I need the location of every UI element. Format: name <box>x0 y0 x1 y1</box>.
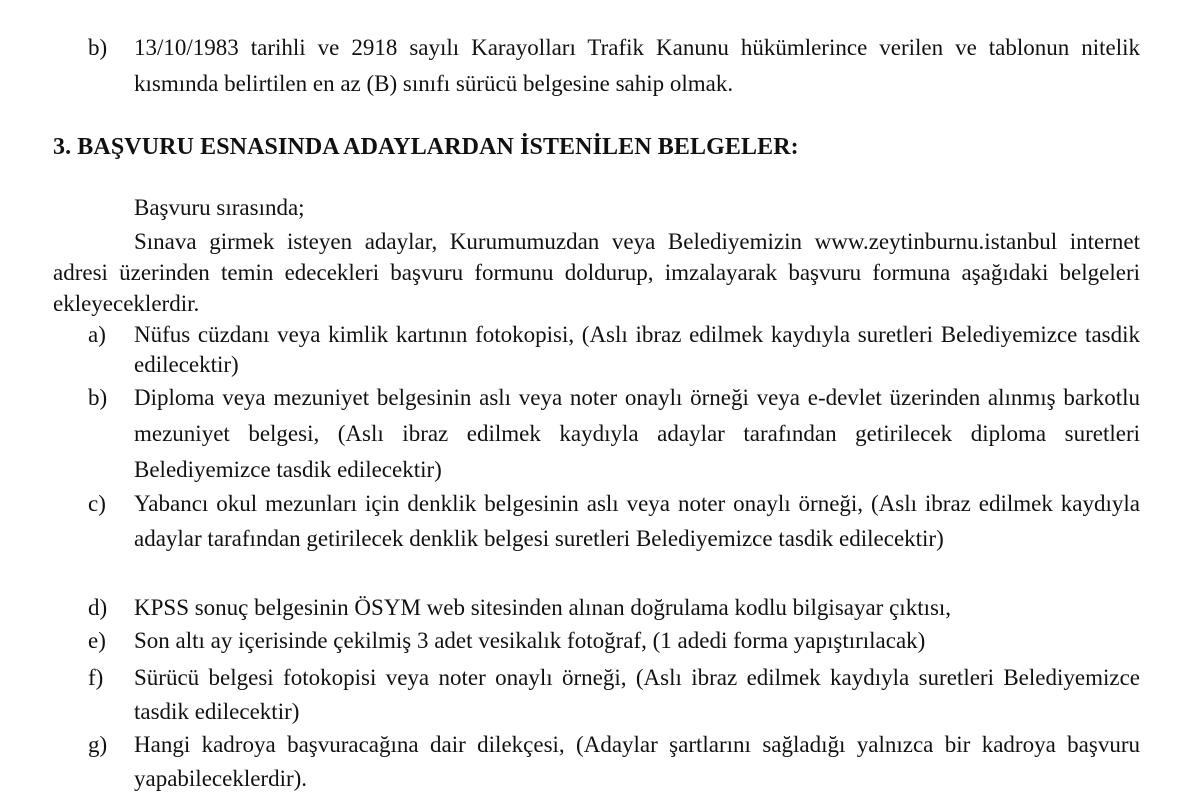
list-item-text: Hangi kadroya başvuracağına dair dilekçesi, (Adaylar şartlarını sağladığı yalnızca bir kadroya başvuru yapabileceklerdir). <box>134 732 1140 791</box>
body-paragraph: Sınava girmek isteyen adaylar, Kurumumuzdan veya Belediyemizin www.zeytinburnu.istanbul internet adresi üzerinden temin edecekleri başvuru formunu doldurup, imzalayarak başvuru formuna aşağıdaki belgeleri ekleyeceklerdir. <box>53 229 1140 316</box>
list-marker: c) <box>88 491 106 516</box>
list-item-f <box>88 661 1140 729</box>
list-item-text: Nüfus cüzdanı veya kimlik kartının fotokopisi, (Aslı ibraz edilmek kaydıyla suretleri Belediyemizce tasdik edilecektir) <box>134 322 1140 377</box>
list-item-text: Sürücü belgesi fotokopisi veya noter onaylı örneği, (Aslı ibraz edilmek kaydıyla suretleri Belediyemizce tasdik edilecektir) <box>134 665 1140 724</box>
list-item-text: Son altı ay içerisinde çekilmiş 3 adet vesikalık fotoğraf, (1 adedi forma yapıştırılacak) <box>134 628 926 653</box>
list-item-text: Yabancı okul mezunları için denklik belgesinin aslı veya noter onaylı örneği, (Aslı ibraz edilmek kaydıyla adaylar tarafından getirilecek denklik belgesi suretleri Belediyemizce tasdik edilecektir) <box>134 491 1140 551</box>
list-item-text: Diploma veya mezuniyet belgesinin aslı veya noter onaylı örneği veya e-devlet üzerinden alınmış barkotlu mezuniyet belgesi, (Aslı ibraz edilmek kaydıyla adaylar tarafından getirilecek diploma suretleri Belediyemizce tasdik edilecektir) <box>134 385 1140 482</box>
list-marker: f) <box>88 665 104 690</box>
list-marker: b) <box>88 35 108 60</box>
list-item-text: 13/10/1983 tarihli ve 2918 sayılı Karayolları Trafik Kanunu hükümlerince verilen ve tablonun nitelik kısmında belirtilen en az (B) sınıfı sürücü belgesine sahip olmak. <box>134 35 1140 96</box>
section-heading: 3. BAŞVURU ESNASINDA ADAYLARDAN İSTENİLEN BELGELER: <box>53 134 799 160</box>
list-item-text: KPSS sonuç belgesinin ÖSYM web sitesinden alınan doğrulama kodlu bilgisayar çıktısı, <box>134 595 952 620</box>
list-marker: g) <box>88 732 108 757</box>
list-item-a <box>88 320 1140 380</box>
list-item-top-b <box>88 30 1140 102</box>
list-marker: b) <box>88 385 108 410</box>
list-item-g <box>88 728 1140 796</box>
list-marker: d) <box>88 595 108 620</box>
list-item-e <box>88 626 1140 656</box>
list-marker: a) <box>88 322 106 347</box>
list-item-b <box>88 380 1140 488</box>
list-item-d <box>88 593 1140 623</box>
intro-paragraph: Başvuru sırasında; <box>134 195 305 220</box>
list-marker: e) <box>88 628 106 653</box>
list-item-c <box>88 486 1140 556</box>
